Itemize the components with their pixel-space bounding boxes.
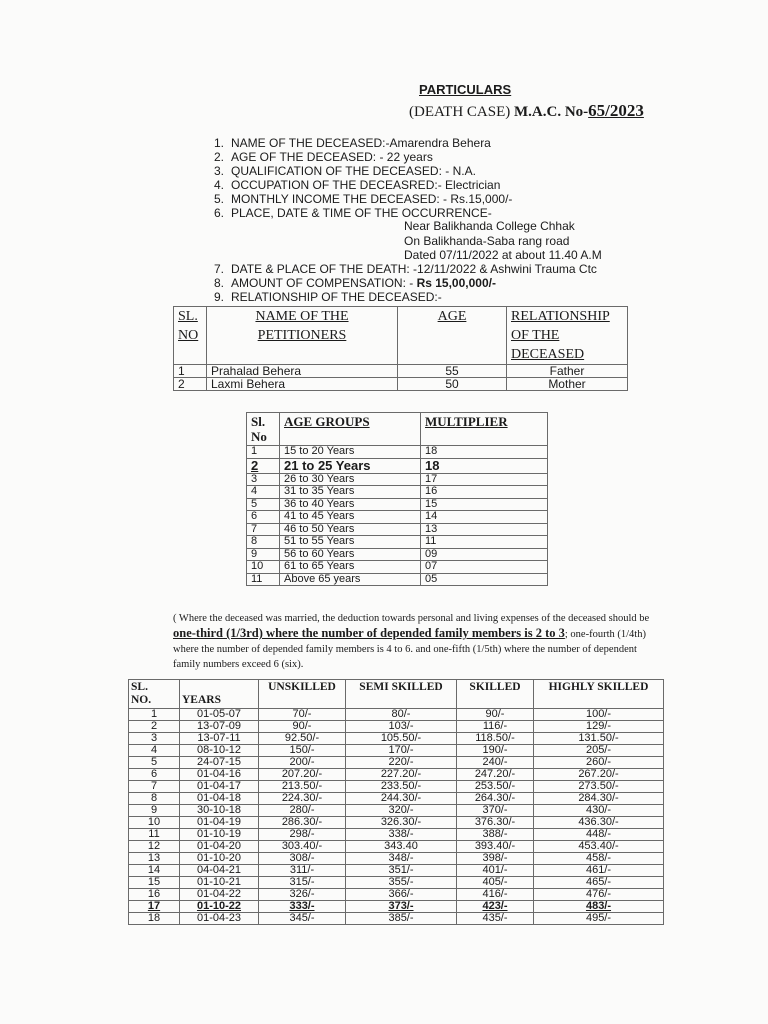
col-multiplier: MULTIPLIER <box>421 413 548 446</box>
table-row: 9 56 to 60 Years 09 <box>247 548 548 561</box>
col-unskilled: UNSKILLED <box>259 680 346 709</box>
col-semi-skilled: SEMI SKILLED <box>346 680 457 709</box>
page-title: PARTICULARS <box>419 82 512 97</box>
list-item: 3. QUALIFICATION OF THE DECEASED: - N.A. <box>214 164 476 178</box>
table-row: 1 01-05-07 70/- 80/- 90/- 100/- <box>129 709 664 721</box>
table-row: 6 41 to 45 Years 14 <box>247 511 548 524</box>
table-row: 12 01-04-20 303.40/- 343.40 393.40/- 453.40/- <box>129 841 664 853</box>
table-row: 1 15 to 20 Years 18 <box>247 446 548 459</box>
table-row: 7 01-04-17 213.50/- 233.50/- 253.50/- 273.50/- <box>129 781 664 793</box>
table-row: 15 01-10-21 315/- 355/- 405/- 465/- <box>129 877 664 889</box>
table-row: 3 13-07-11 92.50/- 105.50/- 118.50/- 131.50/- <box>129 733 664 745</box>
list-item: 7. DATE & PLACE OF THE DEATH: -12/11/2022 & Ashwini Trauma Ctc <box>214 262 597 276</box>
case-prefix: M.A.C. No- <box>514 104 589 120</box>
table-row: 2 13-07-09 90/- 103/- 116/- 129/- <box>129 721 664 733</box>
table-row: 4 08-10-12 150/- 170/- 190/- 205/- <box>129 745 664 757</box>
list-item: 8. AMOUNT OF COMPENSATION: - Rs 15,00,000/- <box>214 276 496 290</box>
table-row: 14 04-04-21 311/- 351/- 401/- 461/- <box>129 865 664 877</box>
particulars-list-continued <box>214 262 597 304</box>
col-highly-skilled: HIGHLY SKILLED <box>534 680 664 709</box>
list-item: 5. MONTHLY INCOME THE DECEASED: - Rs.15,000/- <box>214 192 513 206</box>
col-age: AGE <box>398 307 507 365</box>
occurrence-address: Near Balikhanda College Chhak On Balikhanda-Saba rang road Dated 07/11/2022 at about 11.40 A.M <box>404 219 602 262</box>
table-row: 8 01-04-18 224.30/- 244.30/- 264.30/- 284.30/- <box>129 793 664 805</box>
list-item: 6. PLACE, DATE & TIME OF THE OCCURRENCE- <box>214 206 492 220</box>
case-number: 65/2023 <box>588 101 644 120</box>
table-row: 11 Above 65 years 05 <box>247 573 548 586</box>
petitioners-table <box>173 306 628 391</box>
table-row: 10 61 to 65 Years 07 <box>247 561 548 574</box>
table-row: 18 01-04-23 345/- 385/- 435/- 495/- <box>129 913 664 925</box>
table-header-row <box>174 307 628 365</box>
table-header-row <box>129 680 664 709</box>
compensation-amount: Rs 15,00,000/- <box>416 276 496 290</box>
table-row: 9 30-10-18 280/- 320/- 370/- 430/- <box>129 805 664 817</box>
table-row: 2 Laxmi Behera 50 Mother <box>174 378 628 391</box>
list-item: 2. AGE OF THE DECEASED: - 22 years <box>214 150 433 164</box>
col-relationship: RELATIONSHIP OF THE DECEASED <box>507 307 628 365</box>
deduction-note: ( Where the deceased was married, the deduction towards personal and living expenses of the deceased should be one-third (1/3rd) where the number of depended family members is 2 to 3; one-fourth (1/4th) where the number of depended family members is 4 to 6. and one-fifth (1/5th) where the number of dependent family numbers exceed 6 (six). <box>173 613 650 670</box>
deduction-highlight: one-third (1/3rd) where the number of depended family members is 2 to 3 <box>173 626 565 640</box>
col-sl: SL. NO <box>174 307 207 365</box>
table-row: 1 Prahalad Behera 55 Father <box>174 365 628 378</box>
table-row: 8 51 to 55 Years 11 <box>247 536 548 549</box>
table-row: 2 21 to 25 Years 18 <box>247 458 548 473</box>
table-row: 17 01-10-22 333/- 373/- 423/- 483/- <box>129 901 664 913</box>
table-row: 6 01-04-16 207.20/- 227.20/- 247.20/- 267.20/- <box>129 769 664 781</box>
table-row: 13 01-10-20 308/- 348/- 398/- 458/- <box>129 853 664 865</box>
wage-table <box>128 679 664 925</box>
table-row: 4 31 to 35 Years 16 <box>247 486 548 499</box>
case-type: (DEATH CASE) <box>409 104 511 120</box>
col-name: NAME OF THE PETITIONERS <box>207 307 398 365</box>
multiplier-table <box>246 412 548 586</box>
particulars-list <box>214 136 512 220</box>
table-row: 5 24-07-15 200/- 220/- 240/- 260/- <box>129 757 664 769</box>
col-sl: Sl. No <box>247 413 280 446</box>
table-row: 5 36 to 40 Years 15 <box>247 498 548 511</box>
table-row: 16 01-04-22 326/- 366/- 416/- 476/- <box>129 889 664 901</box>
col-age-groups: AGE GROUPS <box>280 413 421 446</box>
col-years: YEARS <box>180 680 259 709</box>
list-item: 1. NAME OF THE DECEASED:-Amarendra Behera <box>214 136 491 150</box>
table-row: 11 01-10-19 298/- 338/- 388/- 448/- <box>129 829 664 841</box>
case-subtitle <box>409 101 644 121</box>
table-row: 3 26 to 30 Years 17 <box>247 473 548 486</box>
table-header-row <box>247 413 548 446</box>
table-row: 10 01-04-19 286.30/- 326.30/- 376.30/- 436.30/- <box>129 817 664 829</box>
col-skilled: SKILLED <box>457 680 534 709</box>
table-row: 7 46 to 50 Years 13 <box>247 523 548 536</box>
col-sl: SL. NO. <box>129 680 180 709</box>
list-item: 9. RELATIONSHIP OF THE DECEASED:- <box>214 290 442 304</box>
list-item: 4. OCCUPATION OF THE DECEASRED:- Electrician <box>214 178 501 192</box>
